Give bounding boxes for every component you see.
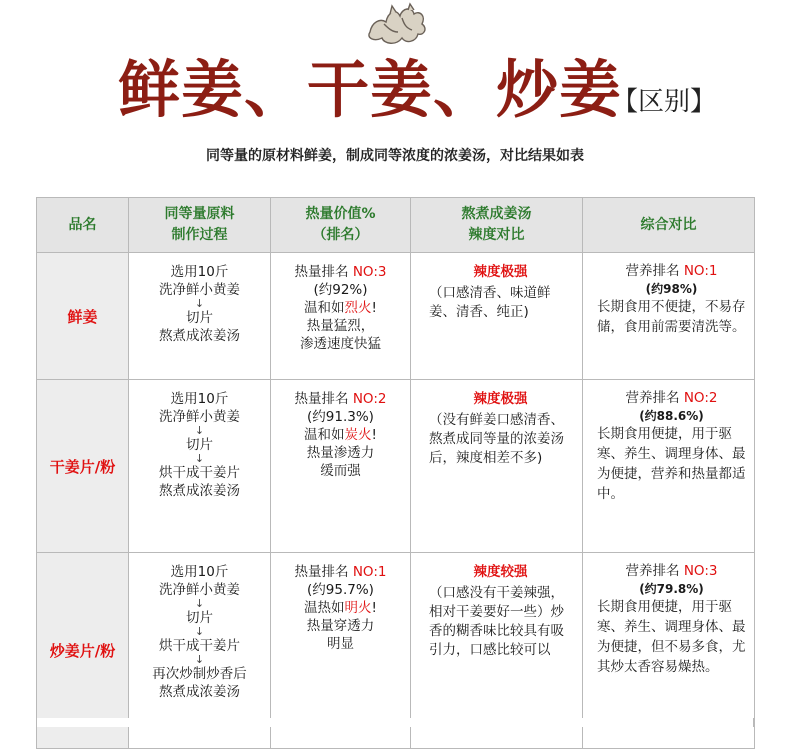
spicy-cell [411,380,583,553]
process-step: 切片 [186,310,213,326]
spicy-cell [411,253,583,380]
process-cell [129,253,271,380]
process-step: 再次炒制炒香后 [152,666,247,682]
spicy-level: 辣度较强 [473,564,528,580]
process-step: 洗净鲜小黄姜 [159,409,240,425]
row-name: 干姜片/粉 [37,380,129,553]
col-header-summary: 综合对比 [583,198,755,253]
process-step: 选用10斤 [170,391,229,407]
ginger-root-icon [362,2,432,50]
process-cell [129,380,271,553]
col-header-heat: 热量价值% （排名） [271,198,411,253]
summary-rank: NO:3 [683,563,718,579]
heat-temper: 烈火 [344,300,372,316]
process-step: 切片 [186,610,213,626]
process-step: 熬煮成浓姜汤 [159,483,240,499]
table-row [37,380,755,553]
row-name: 鲜姜 [37,253,129,380]
process-step: 切片 [186,437,213,453]
heat-temper: 炭火 [344,427,372,443]
down-arrow-icon: ↓ [194,653,205,666]
summary-pct: (约98%) [645,282,698,296]
down-arrow-icon: ↓ [194,452,205,465]
process-step: 选用10斤 [170,264,229,280]
heat-temper: 明火 [344,600,372,616]
heat-rank: NO:2 [352,391,387,407]
summary-text: 长期食用不便捷，不易存储，食用前需要清洗等。 [597,299,746,335]
process-step: 选用10斤 [170,564,229,580]
heat-rank: NO:1 [352,564,387,580]
summary-rank: NO:1 [683,263,718,279]
down-arrow-icon: ↓ [194,625,205,638]
heat-cell: 热量排名 NO:2 (约91.3%) 温和如炭火! 热量渗透力 缓而强 [271,380,411,553]
process-step: 烘干成干姜片 [159,465,240,481]
down-arrow-icon: ↓ [194,297,205,310]
down-arrow-icon: ↓ [194,424,205,437]
spicy-text: （口感清香、味道鲜姜、清香、纯正) [429,285,551,320]
spicy-level: 辣度极强 [473,391,528,407]
title-suffix: 【区别】 [612,87,717,117]
process-step: 熬煮成浓姜汤 [159,684,240,700]
col-header-name: 品名 [37,198,129,253]
heat-cell: 热量排名 NO:1 (约95.7%) 温热如明火! 热量穿透力 明显 [271,553,411,749]
page-title: 鲜姜、干姜、炒姜 [118,53,623,126]
summary-cell: 营养排名 NO:1 (约98%) 长期食用不便捷，不易存储，食用前需要清洗等。 [583,253,755,380]
spicy-level: 辣度极强 [473,264,528,280]
summary-pct: (约79.8%) [639,582,704,596]
heat-pct: (约95.7%) [307,582,374,598]
row-name: 炒姜片/粉 [37,553,129,749]
heat-rank: NO:3 [352,264,387,280]
heat-cell: 热量排名 NO:3 (约92%) 温和如烈火! 热量猛烈， 渗透速度快猛 [271,253,411,380]
process-step: 洗净鲜小黄姜 [159,582,240,598]
col-header-spicy: 熬煮成姜汤 辣度对比 [411,198,583,253]
process-step: 洗净鲜小黄姜 [159,282,240,298]
summary-text: 长期食用便捷，用于驱寒、养生、调理身体、最为便捷，营养和热量都适中。 [597,426,746,502]
down-arrow-icon: ↓ [194,597,205,610]
spicy-text: （没有鲜姜口感清香、熬煮成同等量的浓姜汤后，辣度相差不多) [429,412,564,466]
spicy-text: （口感没有干姜辣强，相对干姜要好一些）炒香的糊香味比较具有吸引力，口感比较可以 [429,585,564,658]
table-row [37,253,755,380]
summary-cell: 营养排名 NO:3 (约79.8%) 长期食用便捷，用于驱寒、养生、调理身体、最为便捷，但不易多食，尤其炒太香容易燥热。 [583,553,755,749]
process-step: 烘干成干姜片 [159,638,240,654]
heat-pct: (约91.3%) [307,409,374,425]
summary-cell: 营养排名 NO:2 (约88.6%) 长期食用便捷，用于驱寒、养生、调理身体、最为便捷，营养和热量都适中。 [583,380,755,553]
heat-pct: (约92%) [313,282,368,298]
page-subtitle: 同等量的原材料鲜姜，制成同等浓度的浓姜汤，对比结果如表 [206,148,584,164]
summary-rank: NO:2 [683,390,718,406]
table-continuation [36,718,754,727]
process-step: 熬煮成浓姜汤 [159,328,240,344]
summary-text: 长期食用便捷，用于驱寒、养生、调理身体、最为便捷，但不易多食，尤其炒太香容易燥热。 [597,599,746,675]
page-header [0,0,790,195]
col-header-process: 同等量原料 制作过程 [129,198,271,253]
summary-pct: (约88.6%) [639,409,704,423]
comparison-table [36,197,755,749]
table-header-row [37,198,755,253]
